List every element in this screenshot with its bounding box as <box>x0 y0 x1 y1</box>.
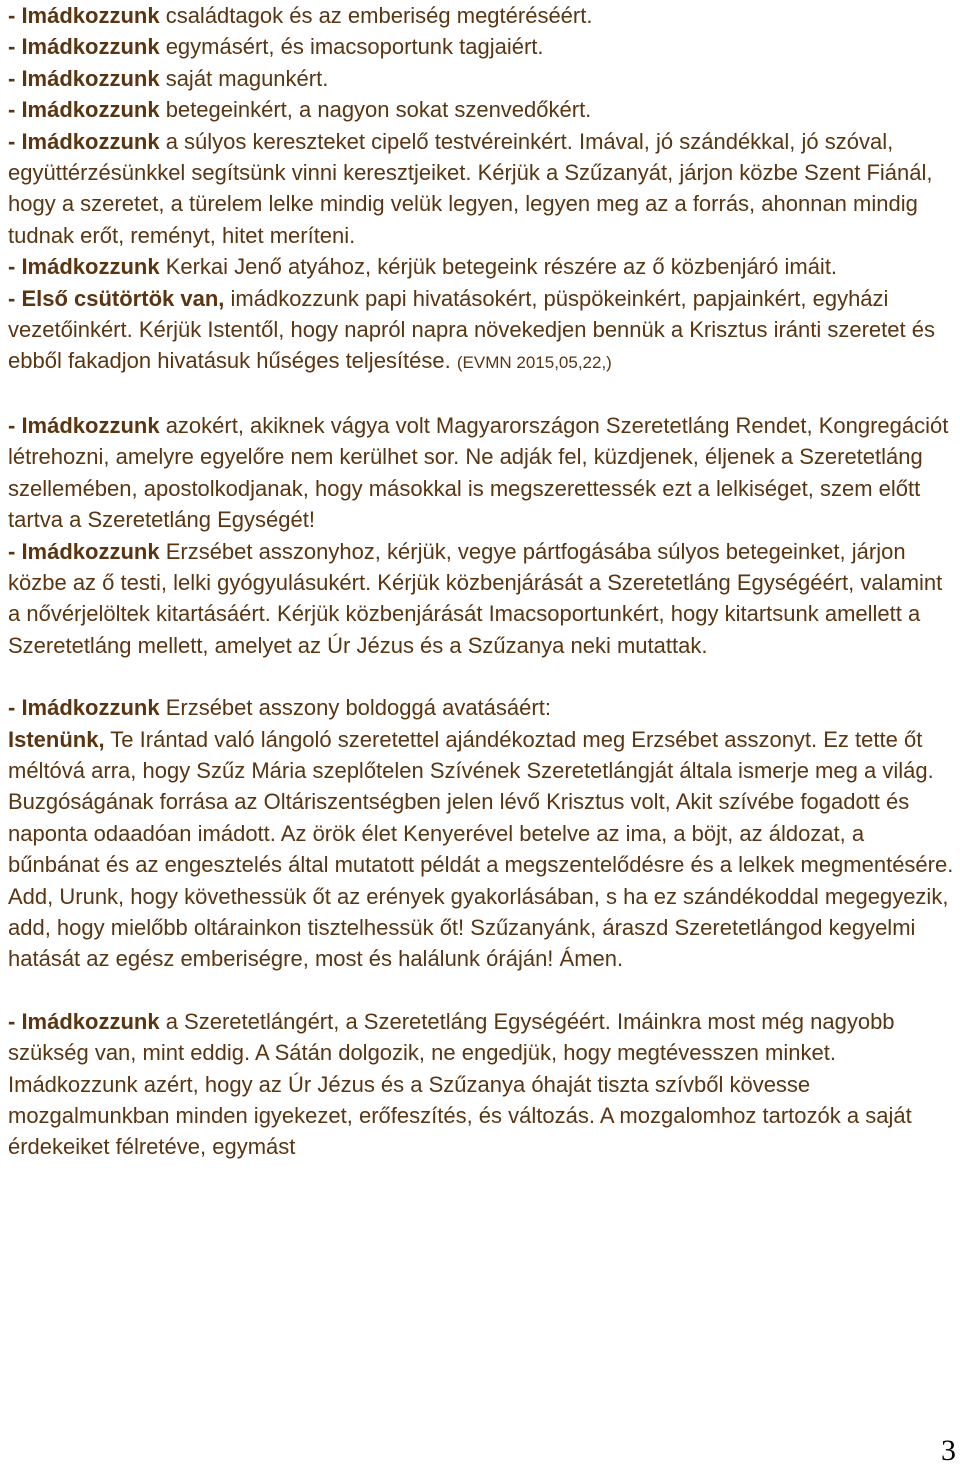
intention-lead: - Imádkozzunk <box>8 128 160 154</box>
paragraph-gap <box>8 379 956 410</box>
intention-text: imádkozzunk papi hivatásokért, püspökeinkért, papjainkért, egyházi vezetőinkért. <box>8 285 889 343</box>
beatification-prayer <box>8 724 956 881</box>
intention-family <box>8 0 956 31</box>
intention-lead: - Imádkozzunk <box>8 254 160 280</box>
intention-text: betegeinkért, a nagyon sokat szenvedőkért. <box>159 97 592 123</box>
intention-erzsebet <box>8 536 956 662</box>
intention-text: Erzsébet asszony boldoggá avatásáért: <box>159 695 551 721</box>
intention-flame-order <box>8 410 956 536</box>
intention-lead: - Imádkozzunk <box>8 34 160 60</box>
intention-text: Kerkai Jenő atyához, kérjük betegeink részére az ő közbenjáró imáit. <box>159 254 838 280</box>
intention-text: saját magunkért. <box>159 65 329 91</box>
intention-ourselves <box>8 63 956 94</box>
intention-sick <box>8 94 956 125</box>
intention-text: egymásért, és imacsoportunk tagjaiért. <box>159 34 544 60</box>
beatification-petition: Add, Urunk, hogy követhessük őt az erények gyakorlásában, s ha ez szándékoddal megegyezik, add, hogy mielőbb oltárainkon tisztelhessük őt! Szűzanyánk, áraszd Szeretetlángod kegyelmi hatását az egész emberiségre, most és halálunk óráján! Ámen. <box>8 883 949 972</box>
prayer-lead: Istenünk, <box>8 726 105 752</box>
intention-text: azokért, akiknek vágya volt Magyarországon Szeretetláng Rendet, Kongregációt létrehozni, amelyre egyelőre nem kerülhet sor. Ne adják fel, küzdjenek, éljenek a Szeretetláng szellemében, apostolkodjanak, hogy másokkal is megszerettessék ezt a lelkiséget, szem előtt tartva a Szeretetláng Egységét! <box>8 412 949 533</box>
paragraph-gap <box>8 661 956 692</box>
intention-first-thursday <box>8 283 956 379</box>
page-number: 3 <box>941 1434 956 1467</box>
intention-text: a Szeretetlángért, a Szeretetláng Egységéért. Imáinkra most még nagyobb szükség van, mint eddig. A Sátán dolgozik, ne engedjük, hogy megtévesszen minket. Imádkozzunk azért, hogy az Úr Jézus és a Szűzanya óhaját tiszta szívből kövesse mozgalmunkban minden igyekezet, erőfeszítés, és változás. A mozgalomhoz tartozók a saját érdekeiket félretéve, egymást <box>8 1008 912 1160</box>
document-page <box>8 0 956 1163</box>
intention-lead: - Imádkozzunk <box>8 538 160 564</box>
intention-lead: - Imádkozzunk <box>8 3 160 28</box>
intention-kerkai <box>8 251 956 282</box>
paragraph-gap <box>8 975 956 1006</box>
prayer-text: Te Irántad való lángoló szeretettel ajándékoztad meg Erzsébet asszonyt. Ez tette őt méltóvá arra, hogy Szűz Mária szeplőtelen Szívének Szeretetlángját általa ismerje meg a világ. Buzgóságának forrása az Oltáriszentségben jelen lévő Krisztus volt, Akit szívébe fogadott és naponta odaadóan imádott. Az örök élet Kenyerével betelve az ima, a böjt, az áldozat, a bűnbánat és az engesztelés által mutatott példát a megszentelődésre és a lelkek megmentésére. <box>8 726 954 878</box>
intention-text: családtagok és az emberiség megtéréséért. <box>159 3 593 28</box>
intention-lead: - Első csütörtök van, <box>8 285 225 311</box>
intention-lead: - Imádkozzunk <box>8 97 160 123</box>
intention-each-other <box>8 31 956 62</box>
intention-text: a súlyos kereszteket cipelő testvéreinkért. Imával, jó szándékkal, jó szóval, együttérzésünkkel segítsünk vinni keresztjeiket. Kérjük a Szűzanyát, járjon közbe Szent Fiánál, hogy a szeretet, a türelem lelke mindig velük legyen, legyen meg az a forrás, ahonnan mindig tudnak erőt, reményt, hitet meríteni. <box>8 128 933 248</box>
intention-beatification <box>8 692 956 723</box>
intention-crosses <box>8 126 956 252</box>
intention-lead: - Imádkozzunk <box>8 412 160 438</box>
intention-text: Erzsébet asszonyhoz, kérjük, vegye pártfogásába súlyos betegeinket, járjon közbe az ő testi, lelki gyógyulásukért. Kérjük közbenjárását a Szeretetláng Egységéért, valamint a nővérjelöltek kitartásáért. Kérjük közbenjárását Imacsoportunkért, hogy kitartsunk amellett a Szeretetláng mellett, amelyet az Úr Jézus és a Szűzanya neki mutattak. <box>8 538 943 658</box>
source-citation: (EVMN 2015,05,22,) <box>456 353 612 373</box>
intention-lead: - Imádkozzunk <box>8 65 160 91</box>
intention-lead: - Imádkozzunk <box>8 1008 160 1034</box>
intention-lead: - Imádkozzunk <box>8 695 160 721</box>
intention-flame-unity <box>8 1006 956 1163</box>
intention-text-continued: Kérjük Istentől, hogy napról napra növekedjen bennük a Krisztus iránti szeretet és ebből fakadjon hivatásuk hűséges teljesítése. <box>8 317 935 374</box>
